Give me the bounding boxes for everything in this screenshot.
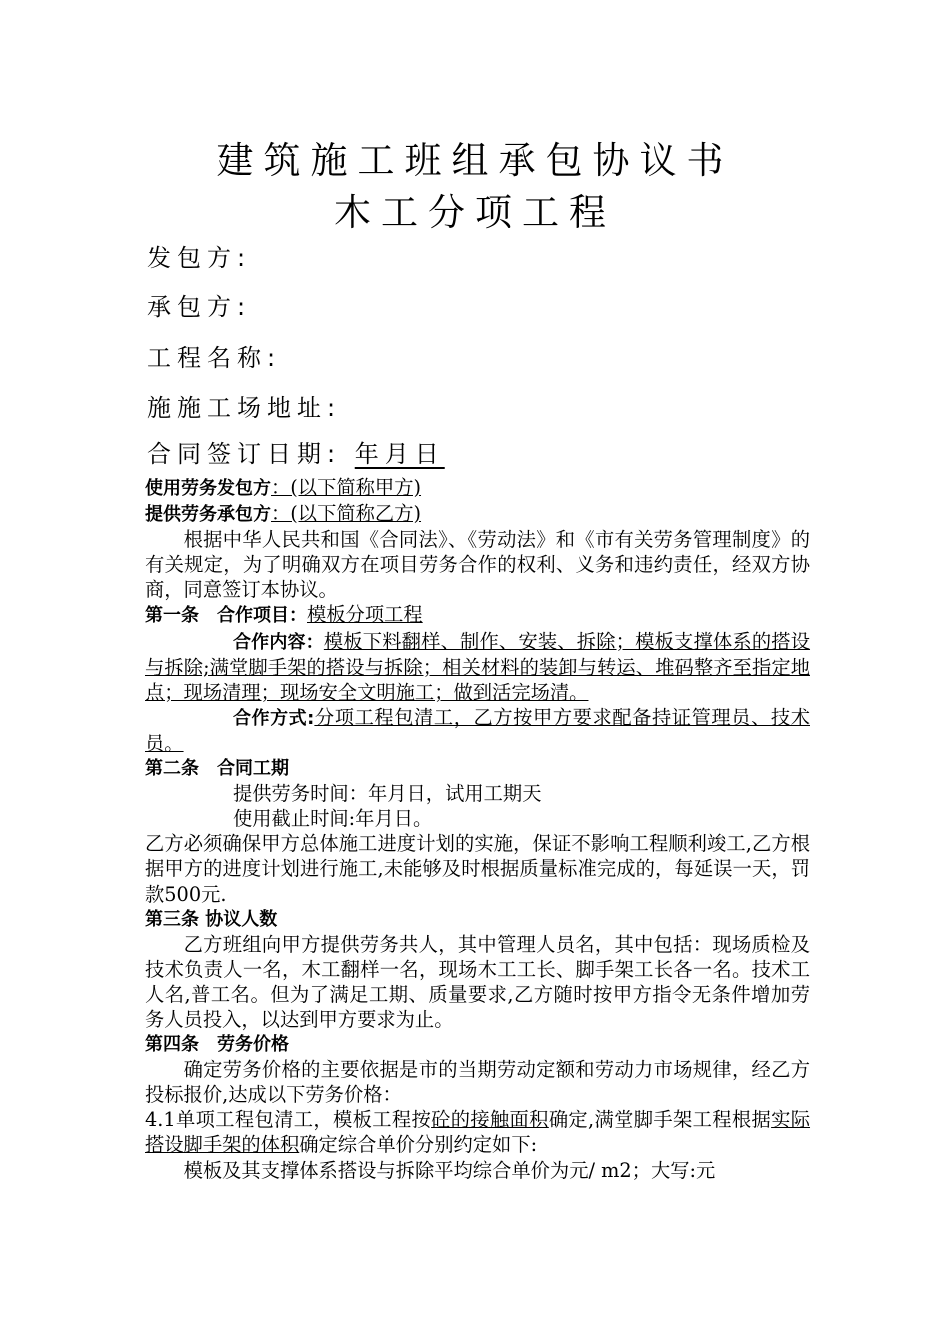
party-a-value: ：(以下简称甲方) [271,476,422,499]
document-title: 建筑施工班组承包协议书 [216,139,734,182]
sign-date-field [147,434,445,469]
article4-paragraph: 确定劳务价格的主要依据是市的当期劳动定额和劳动力市场规律，经乙方投标报价,达成以下劳务价格： [145,1058,810,1107]
party-b-value: ：(以下简称乙方) [271,502,422,526]
item-text-a: 4.1单项工程包清工，模板工程按 [145,1108,432,1132]
article1-content-text: 模板下料翻样、制作、安装、拆除；模板支撑体系的搭设与拆除;满堂脚手架的搭设与拆除；相关材料的装卸与转运、堆码整齐至指定地点；现场清理；现场安全文明施工；做到活完场清。 [145,629,811,704]
article1-project: 模板分项工程 [307,603,423,627]
article3-heading: 第三条 协议人数 [145,908,278,930]
party-a-line [145,475,810,501]
document-subtitle: 木工分项工程 [334,191,616,234]
article2-paragraph: 乙方必须确保甲方总体施工进度计划的实施，保证不影响工程顺利竣工,乙方根据甲方的进度计划进行施工,未能够及时根据质量标准完成的，每延误一天，罚款500元. [145,832,810,906]
article2-line2: 使用截止时间:年月日。 [233,807,433,831]
article1-content-label: 合作内容： [233,631,324,653]
contractor-field: 发包方: [147,244,252,272]
article4-item-4-1 [145,1107,810,1157]
article3-paragraph: 乙方班组向甲方提供劳务共人，其中管理人员名，其中包括：现场质检及技术负责人一名，木工翻样一名，现场木工工长、脚手架工长各一名。技术工人名,普工名。但为了满足工期、质量要求,乙方随时按甲方指令无条件增加劳务人员投入，以达到甲方要求为止。 [145,932,810,1031]
sign-date-value: 年月日 [354,440,445,468]
article1-heading: 第一条 合作项目： [145,605,307,627]
article2-line1: 提供劳务时间：年月日，试用工期天 [233,782,542,806]
item-text-b: 确定,满堂脚手架工程根据 [548,1108,772,1132]
article1-method-label: 合作方式: [233,707,315,729]
site-address-field: 施施工场地址: [147,394,342,422]
party-b-line [145,501,810,527]
intro-paragraph: 根据中华人民共和国《合同法》、《劳动法》和《市有关劳务管理制度》的有关规定，为了明确双方在项目劳务合作的权利、义务和违约责任，经双方协商，同意签订本协议。 [145,528,810,602]
item-underline-2: 实际搭设脚手架的体积 [145,1108,811,1157]
subcontractor-field: 承包方: [147,293,252,321]
article2-heading: 第二条 合同工期 [145,758,289,780]
party-a-label: 使用劳务发包方 [145,478,271,499]
article1-heading-line [145,602,810,628]
project-name-field: 工程名称: [147,344,282,372]
article4-price-line: 模板及其支撑体系搭设与拆除平均综合单价为元/ m2；大写:元 [183,1158,716,1182]
article1-method [145,705,810,756]
article4-heading: 第四条 劳务价格 [145,1034,289,1056]
party-b-label: 提供劳务承包方 [145,504,271,526]
contract-body [145,475,810,1183]
article1-content [145,629,810,705]
article1-method-text: 分项工程包清工，乙方按甲方要求配备持证管理员、技术员。 [145,705,810,755]
item-text-c: 确定综合单价分别约定如下: [299,1133,538,1157]
item-underline-1: 砼的接触面积 [431,1108,549,1132]
sign-date-label: 合同签订日期: [147,440,342,468]
